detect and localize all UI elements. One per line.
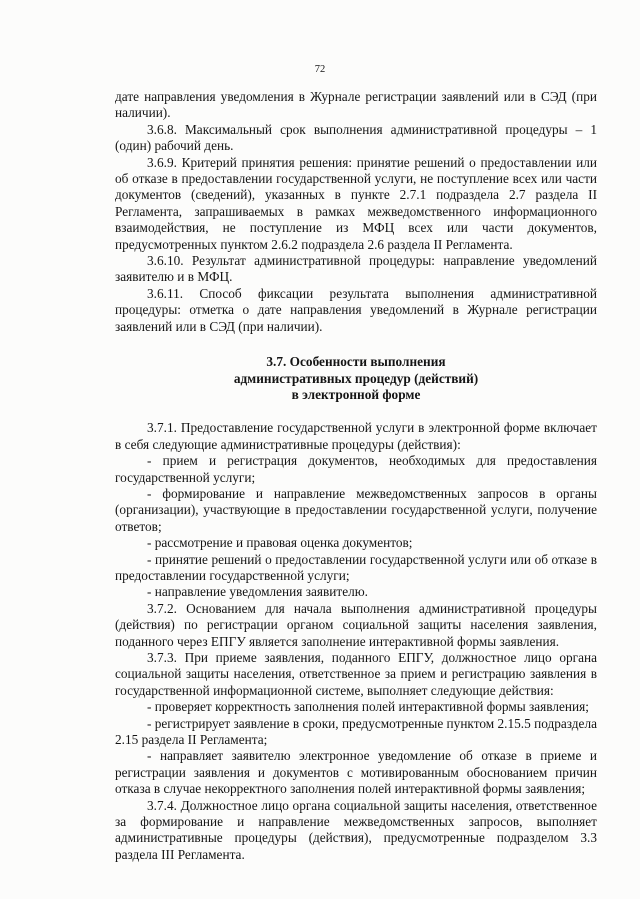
paragraph: 3.7.1. Предоставление государственной услуги в электронной форме включает в себя следующие административные процедуры (действия):	[115, 420, 597, 452]
paragraph: - рассмотрение и правовая оценка документов;	[147, 535, 413, 551]
paragraph: 3.7.2. Основанием для начала выполнения административной процедуры (действия) по регистрации органом социальной защиты населения заявления, поданного через ЕПГУ является заполнение интерактивной формы заявления.	[115, 600, 597, 649]
section-heading-line-2: административных процедур (действий)	[233, 370, 479, 386]
paragraph: - направляет заявителю электронное уведомление об отказе в приеме и регистрации заявления и документов с мотивированным обоснованием причин отказа в случае некорректного заполнения полей интерактивной формы заявления;	[115, 748, 597, 797]
paragraph: 3.7.4. Должностное лицо органа социальной защиты населения, ответственное за формирование и направление межведомственных запросов, выполняет административные процедуры (действия), предусмотренные подразделом 3.3 раздела III Регламента.	[115, 797, 597, 862]
page-number: 72	[314, 64, 326, 75]
paragraph: - формирование и направление межведомственных запросов в органы (организации), участвующие в предоставлении государственной услуги, получение ответов;	[115, 485, 597, 534]
section-heading	[115, 354, 597, 403]
paragraph: - регистрирует заявление в сроки, предусмотренные пунктом 2.15.5 подраздела 2.15 раздела II Регламента;	[115, 715, 597, 748]
section-3-7-paragraphs	[115, 420, 597, 863]
paragraph: дате направления уведомления в Журнале регистрации заявлений или в СЭД (при наличии).	[115, 89, 597, 121]
paragraph: - принятие решений о предоставлении государственной услуги или об отказе в предоставлении государственной услуги;	[115, 551, 597, 583]
paragraph: - направление уведомления заявителю.	[147, 584, 368, 600]
paragraph: 3.6.11. Способ фиксации результата выполнения административной процедуры: отметка о дате направления уведомлений в Журнале регистрации заявлений или в СЭД (при наличии).	[115, 285, 597, 334]
document-body	[115, 89, 597, 863]
section-heading-line-3: в электронной форме	[291, 386, 421, 402]
paragraph: 3.7.3. При приеме заявления, поданного ЕПГУ, должностное лицо органа социальной защиты населения, ответственное за прием и регистрацию заявления в государственной информационной системе, выполняет следующие действия:	[115, 650, 597, 698]
section-heading-line-1: 3.7. Особенности выполнения	[266, 354, 446, 370]
paragraph: 3.6.10. Результат административной процедуры: направление уведомлений заявителю и в МФЦ.	[115, 253, 597, 285]
paragraph: - прием и регистрация документов, необходимых для предоставления государственной услуги;	[115, 453, 597, 485]
paragraph: - проверяет корректность заполнения полей интерактивной формы заявления;	[147, 699, 589, 715]
paragraph: 3.6.8. Максимальный срок выполнения административной процедуры – 1 (один) рабочий день.	[115, 121, 597, 154]
section-3-6-paragraphs	[115, 89, 597, 335]
paragraph: 3.6.9. Критерий принятия решения: принятие решений о предоставлении или об отказе в предоставлении государственной услуги, не поступление всех или части документов (сведений), указанных в пункте 2.7.1 подраздела 2.7 раздела II Регламента, запрашиваемых в рамках межведомственного информационного взаимодействия, не поступление из МФЦ всех или части документов, предусмотренных пунктом 2.6.2 подраздела 2.6 раздела II Регламента.	[115, 154, 597, 252]
